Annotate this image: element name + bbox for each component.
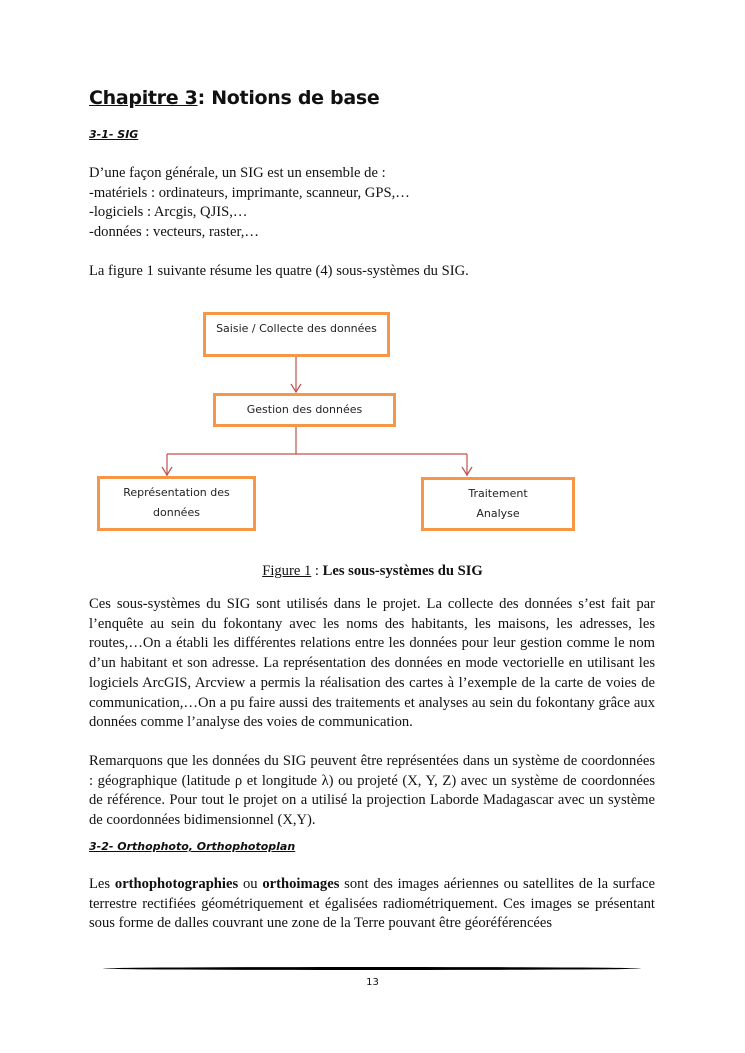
box-line: données (153, 506, 200, 519)
paragraph-subsystems: Ces sous-systèmes du SIG sont utilisés dans le projet. La collecte des données s’est fait par l’enquête au sein du fokontany avec les noms des habitants, les maisons, les adresses, les routes,…On a établi les différentes relations entre les données pour leur gestion comme le nom d’un habitant et son adresse. La représentation des données en mode vectorielle en utilisant les logiciels ArcGIS, Arcview a permis la réalisation des cartes à l’exemple de la carte de voies de communication,…On a pu faire aussi des traitements et analyses au sein du fokontany grâce aux données comme l’analyse des voies de communication. (89, 596, 655, 731)
section-heading-3-2: 3-2- Orthophoto, Orthophotoplan (89, 840, 296, 853)
text: sont des images aériennes ou satellites de la surface terrestre rectifiées géométriquement et égalisées radiométriquement. Ces images se présentant sous forme de dalles couvrant une zone de la Terre pouvant être géoréférencées (89, 876, 655, 932)
figure-caption-text: Les sous-systèmes du SIG (322, 563, 483, 579)
box-traitement-analyse (421, 477, 575, 531)
box-gestion: Gestion des données (213, 393, 396, 427)
text-line: -logiciels : Arcgis, QJIS,… (89, 204, 248, 221)
box-line: Traitement (468, 487, 528, 500)
figure-label: Figure 1 (262, 563, 312, 579)
box-line: Analyse (476, 507, 520, 520)
term-orthophotographies: orthophotographies (114, 876, 239, 892)
text: Les (89, 876, 115, 892)
text-line: -données : vecteurs, raster,… (89, 223, 260, 240)
box-representation (97, 476, 256, 531)
text-line: -matériels : ordinateurs, imprimante, scanneur, GPS,… (89, 184, 410, 201)
figure-caption (0, 563, 745, 580)
chapter-number: Chapitre 3 (89, 87, 198, 109)
text-line: D’une façon générale, un SIG est un ensemble de : (89, 165, 386, 181)
caption-separator: : (311, 563, 323, 579)
term-orthoimages: orthoimages (262, 876, 340, 892)
figure-intro: La figure 1 suivante résume les quatre (4) sous-systèmes du SIG. (89, 263, 469, 279)
paragraph-orthophoto (89, 875, 655, 934)
footer-divider (103, 967, 641, 970)
box-line: Représentation des (123, 486, 230, 499)
page-number: 13 (366, 977, 379, 988)
paragraph-coordinates: Remarquons que les données du SIG peuvent être représentées dans un système de coordonnées : géographique (latitude ρ et longitude λ) ou projeté (X, Y, Z) avec un système de coordonnées de référence. Pour tout le projet on a utilisé la projection Laborde Madagascar avec un système de coordonnées bidimensionnel (X,Y). (89, 753, 655, 829)
section-heading-3-1: 3-1- SIG (89, 128, 139, 141)
text: ou (238, 876, 263, 892)
box-saisie-collecte: Saisie / Collecte des données (203, 312, 390, 357)
chapter-title-text: : Notions de base (197, 87, 380, 109)
